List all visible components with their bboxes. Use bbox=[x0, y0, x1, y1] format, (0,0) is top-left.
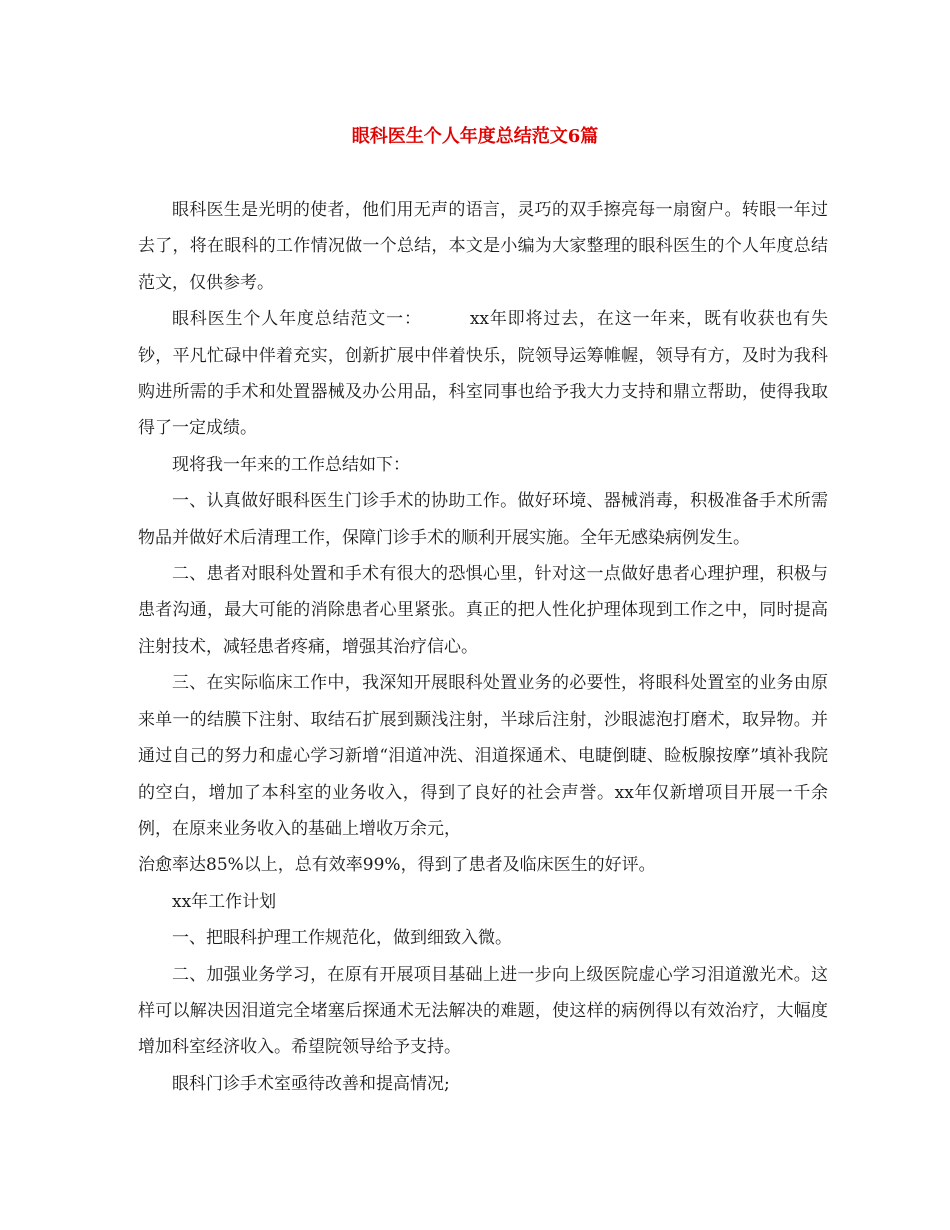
paragraph-point-3-continued: 治愈率达85%以上，总有效率99%，得到了患者及临床医生的好评。 bbox=[138, 855, 656, 876]
paragraph-point-1: 一、认真做好眼科医生门诊手术的协助工作。做好环境、器械消毒，积极准备手术所需物品并做好术后清理工作，保障门诊手术的顺利开展实施。全年无感染病例发生。 bbox=[138, 491, 828, 548]
paragraph-plan-heading: xx年工作计划 bbox=[172, 891, 277, 912]
paragraph-point-2: 二、患者对眼科处置和手术有很大的恐惧心里，针对这一点做好患者心理护理，积极与患者沟通，最大可能的消除患者心里紧张。真正的把人性化护理体现到工作之中，同时提高注射技术，减轻患者疼痛，增强其治疗信心。 bbox=[138, 564, 828, 657]
section-one-text: xx年即将过去，在这一年来，既有收获也有失钞，平凡忙碌中伴着充实，创新扩展中伴着快乐，院领导运筹帷幄，领导有方，及时为我科购进所需的手术和处置器械及办公用品，科室同事也给予我大力支持和鼎立帮助，使得我取得了一定成绩。 bbox=[138, 309, 828, 439]
paragraph-plan-1: 一、把眼科护理工作规范化，做到细致入微。 bbox=[172, 928, 512, 949]
document-title: 眼科医生个人年度总结范文6篇 bbox=[351, 126, 599, 147]
document-body bbox=[138, 192, 828, 1102]
paragraph-plan-2: 二、加强业务学习，在原有开展项目基础上进一步向上级医院虚心学习泪道激光术。这样可以解决因泪道完全堵塞后探通术无法解决的难题，使这样的病例得以有效治疗，大幅度增加科室经济收入。希望院领导给予支持。 bbox=[138, 964, 828, 1058]
paragraph-intro: 眼科医生是光明的使者，他们用无声的语言，灵巧的双手擦亮每一扇窗户。转眼一年过去了，将在眼科的工作情况做一个总结，本文是小编为大家整理的眼科医生的个人年度总结范文，仅供参考。 bbox=[138, 200, 828, 293]
paragraph-summary-lead: 现将我一年来的工作总结如下： bbox=[172, 454, 410, 475]
paragraph-point-3: 三、在实际临床工作中，我深知开展眼科处置业务的必要性，将眼科处置室的业务由原来单一的结膜下注射、取结石扩展到颞浅注射，半球后注射，沙眼滤泡打磨术，取异物。并通过自己的努力和虚心学习新增“泪道冲洗、泪道探通术、电睫倒睫、睑板腺按摩”填补我院的空白，增加了本科室的业务收入，得到了良好的社会声誉。xx年仅新增项目开展一千余例，在原来业务收入的基础上增收万余元， bbox=[138, 673, 828, 839]
paragraph-section-one bbox=[138, 301, 828, 447]
paragraph-clinic-status: 眼科门诊手术室亟待改善和提高情况; bbox=[172, 1073, 450, 1094]
section-one-heading: 眼科医生个人年度总结范文一： bbox=[172, 309, 422, 330]
